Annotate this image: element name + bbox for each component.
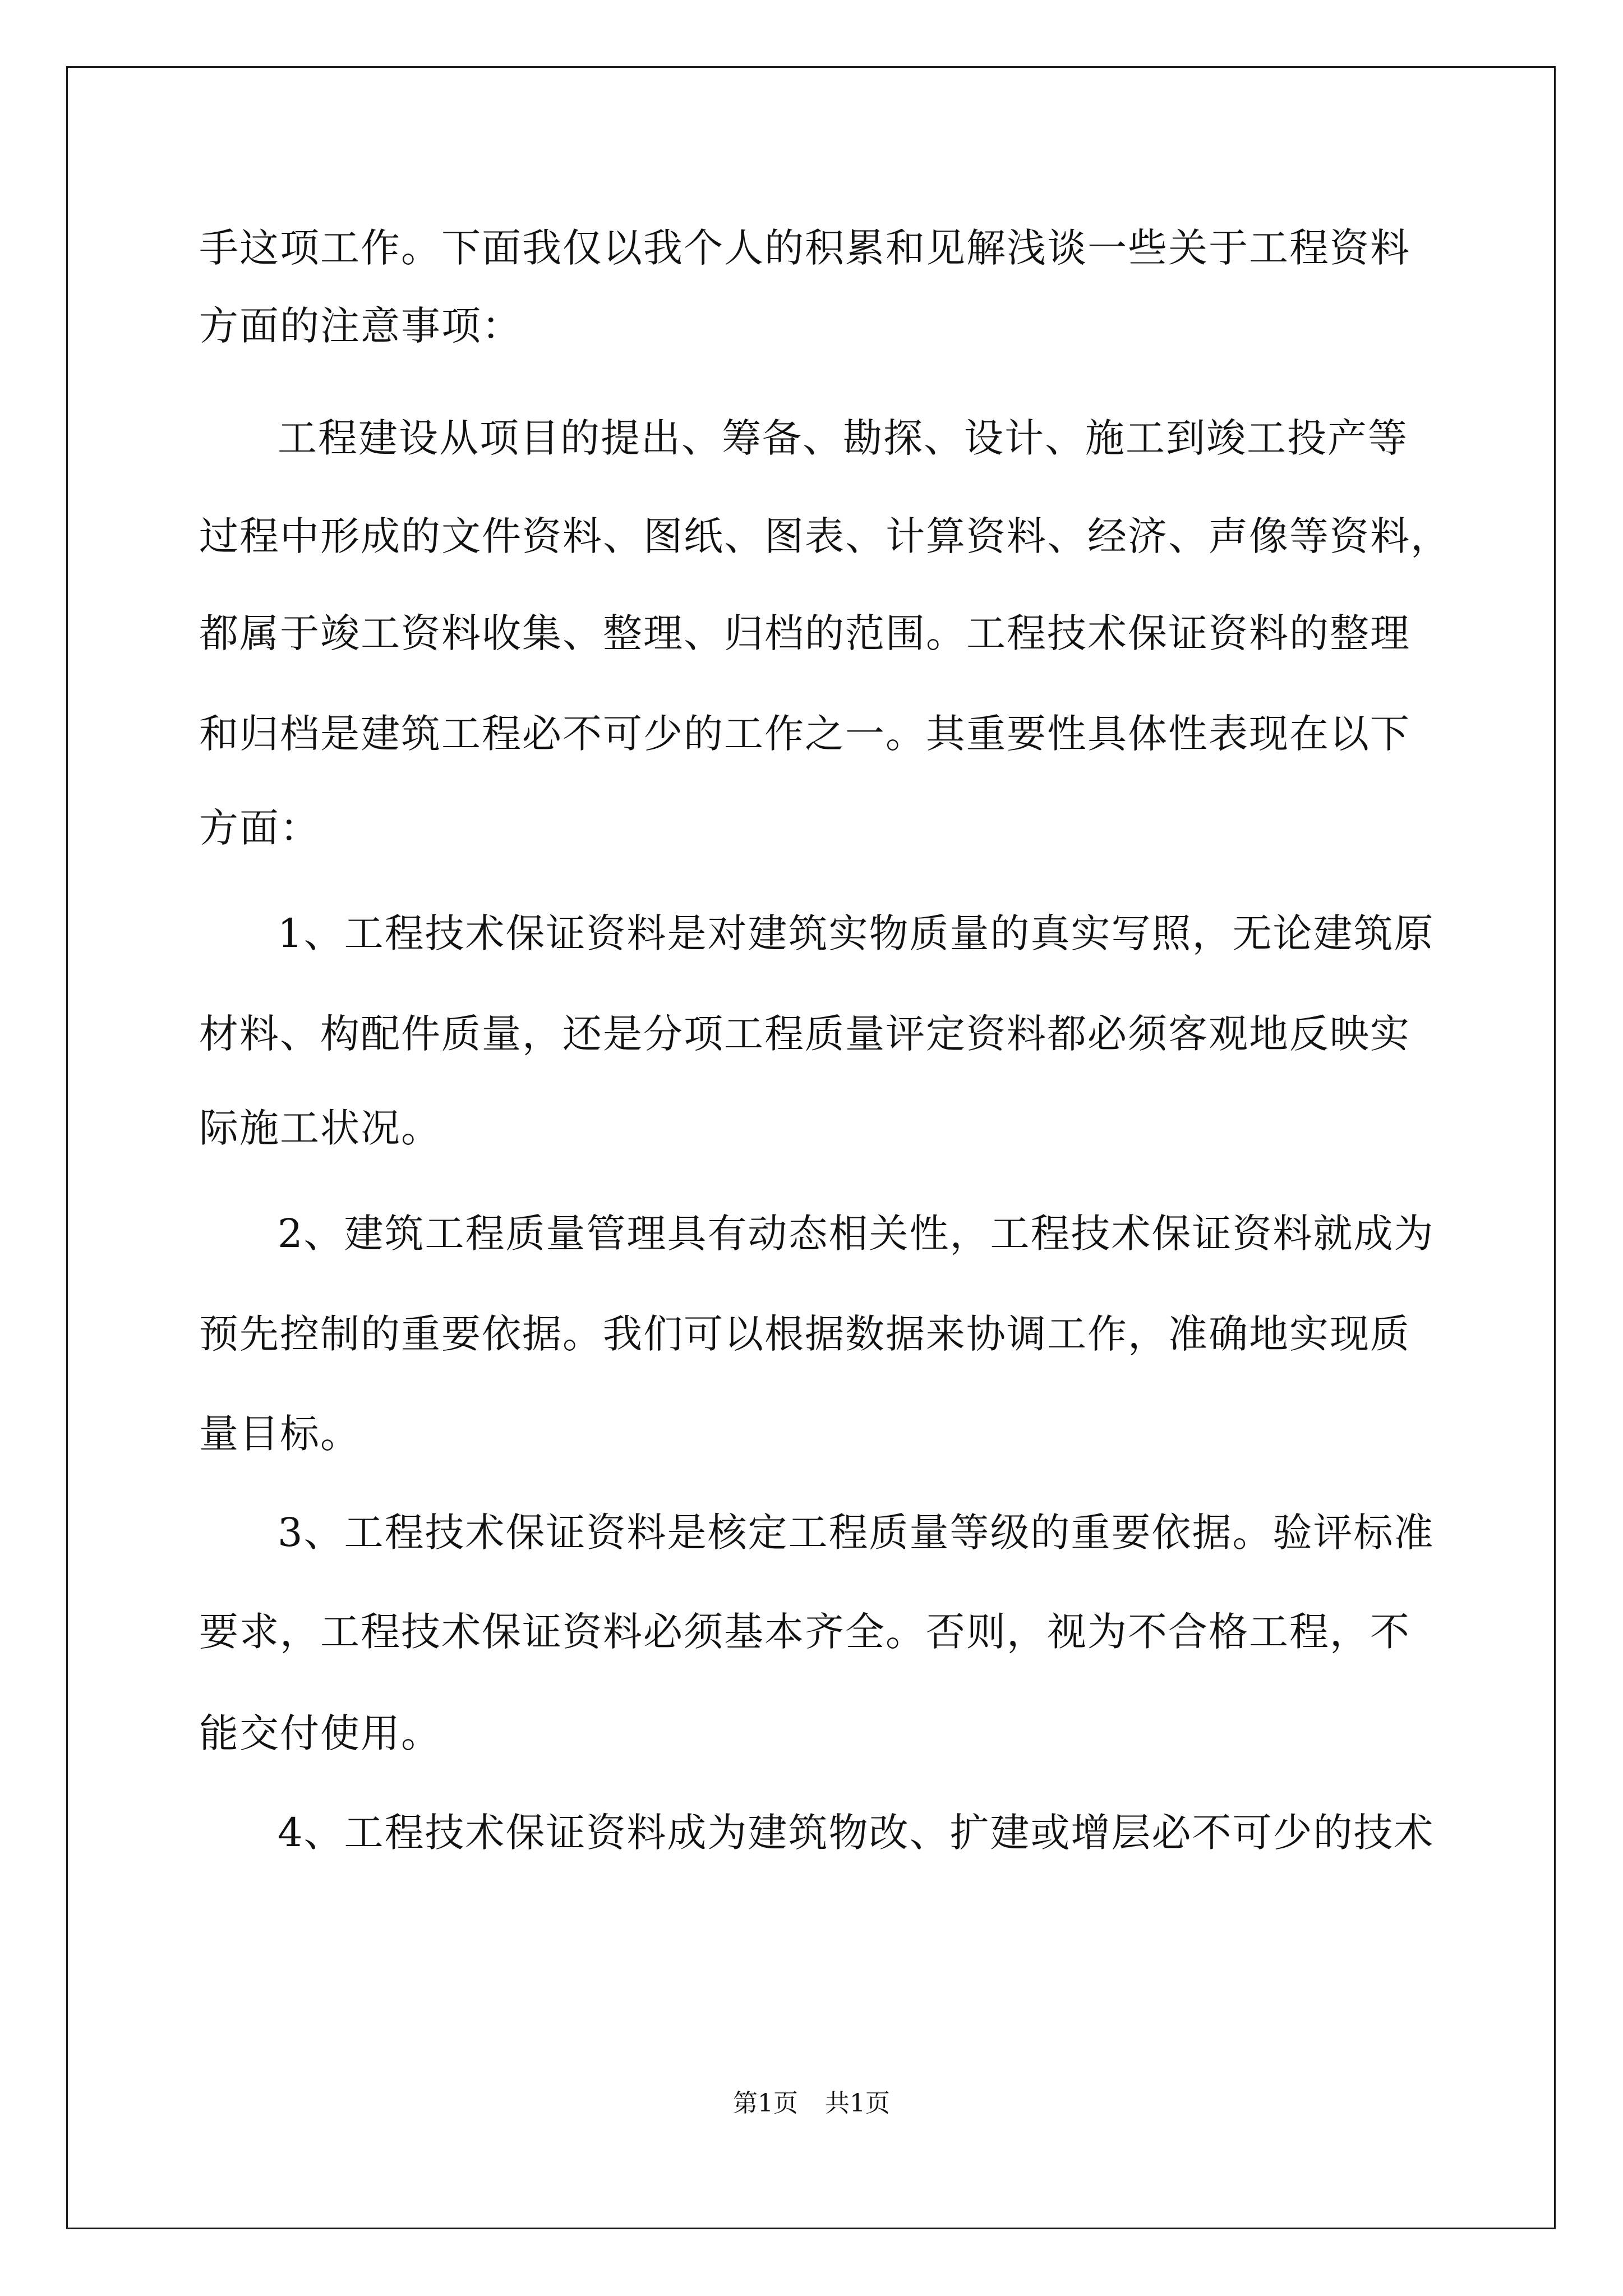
paragraph-start-line: 工程建设从项目的提出、筹备、勘探、设计、施工到竣工投产等 [278, 415, 1408, 461]
text-line: 预先控制的重要依据。我们可以根据数据来协调工作，准确地实现质 [199, 1311, 1410, 1357]
paragraph-start-line: 2、建筑工程质量管理具有动态相关性，工程技术保证资料就成为 [278, 1211, 1435, 1257]
paragraph-start-line: 4、工程技术保证资料成为建筑物改、扩建或增层必不可少的技术 [278, 1810, 1435, 1856]
text-line: 要求，工程技术保证资料必须基本齐全。否则，视为不合格工程，不 [199, 1609, 1410, 1655]
page-footer [0, 2087, 1623, 2120]
text-line: 过程中形成的文件资料、图纸、图表、计算资料、经济、声像等资料， [199, 513, 1451, 559]
text-line: 能交付使用。 [199, 1710, 441, 1756]
page-number: 第1页 [733, 2089, 798, 2118]
paragraph-start-line: 1、工程技术保证资料是对建筑实物质量的真实写照，无论建筑原 [278, 910, 1435, 956]
text-line: 材料、构配件质量，还是分项工程质量评定资料都必须客观地反映实 [199, 1011, 1410, 1057]
paragraph-start-line: 3、工程技术保证资料是核定工程质量等级的重要依据。验评标准 [278, 1510, 1435, 1556]
text-line: 和归档是建筑工程必不可少的工作之一。其重要性具体性表现在以下 [199, 711, 1410, 757]
text-line: 际施工状况。 [199, 1105, 441, 1151]
text-line: 量目标。 [199, 1411, 361, 1457]
text-line: 方面： [199, 805, 320, 851]
text-line: 方面的注意事项： [199, 303, 522, 349]
text-line: 都属于竣工资料收集、整理、归档的范围。工程技术保证资料的整理 [199, 610, 1410, 656]
page-total: 共1页 [825, 2089, 890, 2118]
text-line: 手这项工作。下面我仅以我个人的积累和见解浅谈一些关于工程资料 [199, 225, 1410, 271]
